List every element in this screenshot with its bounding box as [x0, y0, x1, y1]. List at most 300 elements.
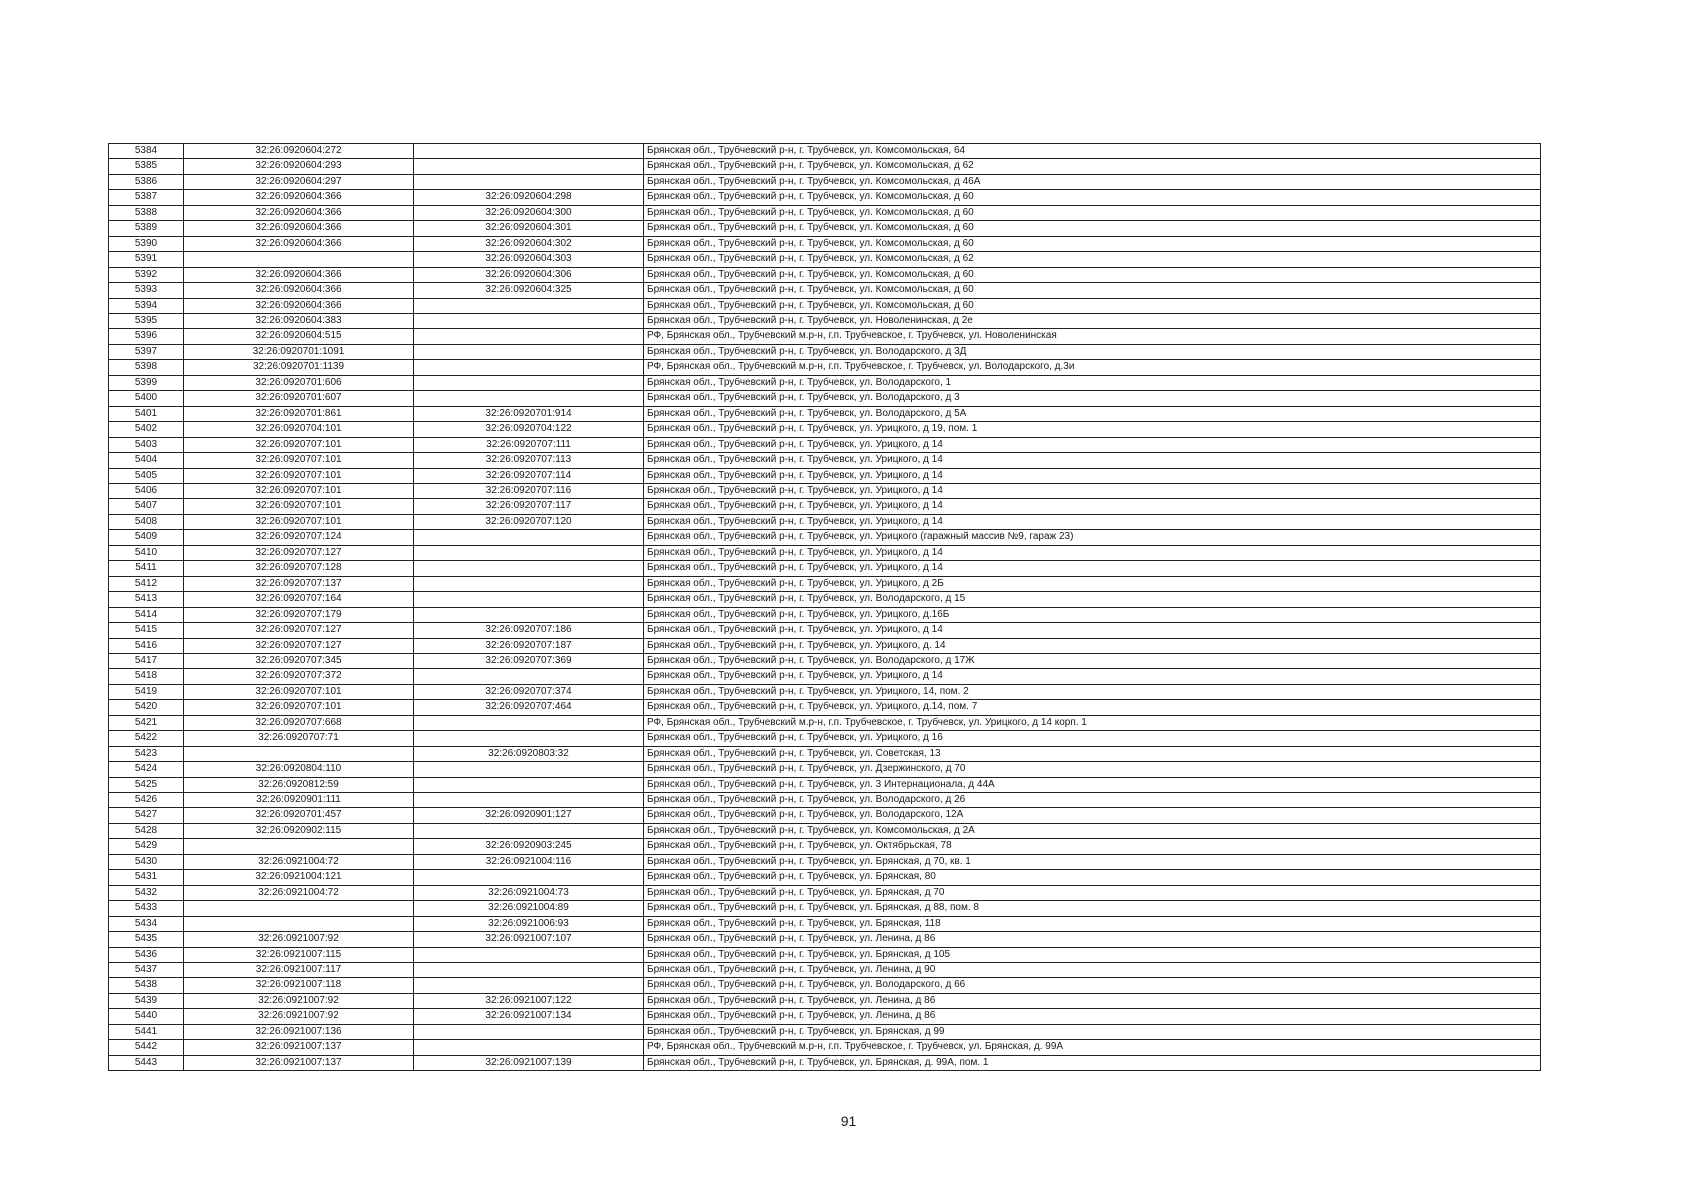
- related-cadastral-number-cell: [414, 947, 644, 962]
- table-row: [109, 839, 1541, 854]
- page-number: 91: [840, 1113, 857, 1129]
- cadastral-number-cell: 32:26:0920604:293: [184, 159, 414, 174]
- address-cell: Брянская обл., Трубчевский р-н, г. Трубчевск, ул. Урицкого, д 16: [644, 731, 1541, 746]
- table-row: [109, 777, 1541, 792]
- row-number-cell: 5401: [109, 406, 184, 421]
- address-cell: РФ, Брянская обл., Трубчевский м.р-н, г.п. Трубчевское, г. Трубчевск, ул. Новоленинская: [644, 329, 1541, 344]
- related-cadastral-number-cell: [414, 669, 644, 684]
- address-cell: Брянская обл., Трубчевский р-н, г. Трубчевск, ул. Володарского, 12А: [644, 808, 1541, 823]
- cadastral-number-cell: 32:26:0920707:668: [184, 715, 414, 730]
- address-cell: РФ, Брянская обл., Трубчевский м.р-н, г.п. Трубчевское, г. Трубчевск, ул. Володарского, д.3и: [644, 360, 1541, 375]
- address-cell: Брянская обл., Трубчевский р-н, г. Трубчевск, ул. Комсомольская, д 62: [644, 252, 1541, 267]
- address-cell: Брянская обл., Трубчевский р-н, г. Трубчевск, ул. Комсомольская, д 60: [644, 267, 1541, 282]
- address-cell: Брянская обл., Трубчевский р-н, г. Трубчевск, ул. Урицкого, д 14: [644, 514, 1541, 529]
- row-number-cell: 5435: [109, 932, 184, 947]
- table-row: [109, 267, 1541, 282]
- cadastral-number-cell: 32:26:0920604:272: [184, 144, 414, 159]
- table-row: [109, 932, 1541, 947]
- related-cadastral-number-cell: 32:26:0920707:117: [414, 499, 644, 514]
- cadastral-number-cell: 32:26:0921007:137: [184, 1040, 414, 1055]
- address-cell: Брянская обл., Трубчевский р-н, г. Трубчевск, ул. Брянская, д 70: [644, 885, 1541, 900]
- row-number-cell: 5397: [109, 344, 184, 359]
- related-cadastral-number-cell: [414, 391, 644, 406]
- address-cell: Брянская обл., Трубчевский р-н, г. Трубчевск, ул. Володарского, д 66: [644, 978, 1541, 993]
- table-row: [109, 437, 1541, 452]
- cadastral-number-cell: 32:26:0921007:92: [184, 993, 414, 1008]
- address-cell: Брянская обл., Трубчевский р-н, г. Трубчевск, ул. Володарского, д 5А: [644, 406, 1541, 421]
- related-cadastral-number-cell: 32:26:0920604:306: [414, 267, 644, 282]
- cadastral-number-cell: 32:26:0921007:137: [184, 1055, 414, 1070]
- table-row: [109, 885, 1541, 900]
- cadastral-number-cell: 32:26:0920812:59: [184, 777, 414, 792]
- table-row: [109, 653, 1541, 668]
- related-cadastral-number-cell: [414, 159, 644, 174]
- table-row: [109, 978, 1541, 993]
- cadastral-number-cell: 32:26:0921004:121: [184, 870, 414, 885]
- cadastral-number-cell: 32:26:0920604:366: [184, 190, 414, 205]
- table-row: [109, 993, 1541, 1008]
- address-cell: Брянская обл., Трубчевский р-н, г. Трубчевск, ул. Комсомольская, д 60: [644, 298, 1541, 313]
- row-number-cell: 5442: [109, 1040, 184, 1055]
- cadastral-number-cell: 32:26:0921004:72: [184, 854, 414, 869]
- address-cell: Брянская обл., Трубчевский р-н, г. Трубчевск, ул. Урицкого (гаражный массив №9, гараж 23): [644, 530, 1541, 545]
- related-cadastral-number-cell: 32:26:0920707:374: [414, 684, 644, 699]
- cadastral-number-cell: 32:26:0920707:101: [184, 437, 414, 452]
- row-number-cell: 5429: [109, 839, 184, 854]
- table-row: [109, 715, 1541, 730]
- row-number-cell: 5387: [109, 190, 184, 205]
- related-cadastral-number-cell: 32:26:0920707:113: [414, 453, 644, 468]
- cadastral-number-cell: 32:26:0921007:92: [184, 1009, 414, 1024]
- cadastral-number-cell: 32:26:0920707:128: [184, 561, 414, 576]
- cadastral-number-cell: 32:26:0920704:101: [184, 422, 414, 437]
- table-row: [109, 700, 1541, 715]
- related-cadastral-number-cell: 32:26:0921006:93: [414, 916, 644, 931]
- related-cadastral-number-cell: 32:26:0920604:301: [414, 221, 644, 236]
- address-cell: Брянская обл., Трубчевский р-н, г. Трубчевск, ул. Урицкого, д 14: [644, 453, 1541, 468]
- related-cadastral-number-cell: [414, 762, 644, 777]
- table-row: [109, 638, 1541, 653]
- related-cadastral-number-cell: 32:26:0921004:89: [414, 901, 644, 916]
- address-cell: Брянская обл., Трубчевский р-н, г. Трубчевск, ул. Советская, 13: [644, 746, 1541, 761]
- cadastral-number-cell: 32:26:0920707:101: [184, 453, 414, 468]
- table-row: [109, 422, 1541, 437]
- related-cadastral-number-cell: [414, 360, 644, 375]
- address-cell: Брянская обл., Трубчевский р-н, г. Трубчевск, ул. Урицкого, д 19, пом. 1: [644, 422, 1541, 437]
- related-cadastral-number-cell: 32:26:0920707:116: [414, 483, 644, 498]
- related-cadastral-number-cell: 32:26:0921004:73: [414, 885, 644, 900]
- table-row: [109, 746, 1541, 761]
- cadastral-number-cell: 32:26:0920707:127: [184, 545, 414, 560]
- row-number-cell: 5411: [109, 561, 184, 576]
- related-cadastral-number-cell: [414, 823, 644, 838]
- related-cadastral-number-cell: 32:26:0920604:298: [414, 190, 644, 205]
- related-cadastral-number-cell: 32:26:0920704:122: [414, 422, 644, 437]
- related-cadastral-number-cell: 32:26:0921007:139: [414, 1055, 644, 1070]
- row-number-cell: 5437: [109, 963, 184, 978]
- cadastral-number-cell: 32:26:0920707:345: [184, 653, 414, 668]
- table-row: [109, 669, 1541, 684]
- table-row: [109, 762, 1541, 777]
- cadastral-number-cell: 32:26:0920701:457: [184, 808, 414, 823]
- address-cell: Брянская обл., Трубчевский р-н, г. Трубчевск, ул. Урицкого, д 14: [644, 623, 1541, 638]
- address-cell: Брянская обл., Трубчевский р-н, г. Трубчевск, ул. Урицкого, д 14: [644, 483, 1541, 498]
- address-cell: Брянская обл., Трубчевский р-н, г. Трубчевск, ул. Володарского, д 3: [644, 391, 1541, 406]
- registry-table: [108, 143, 1541, 1071]
- row-number-cell: 5402: [109, 422, 184, 437]
- related-cadastral-number-cell: 32:26:0921007:134: [414, 1009, 644, 1024]
- row-number-cell: 5408: [109, 514, 184, 529]
- cadastral-number-cell: 32:26:0920902:115: [184, 823, 414, 838]
- related-cadastral-number-cell: [414, 870, 644, 885]
- related-cadastral-number-cell: [414, 375, 644, 390]
- table-row: [109, 870, 1541, 885]
- address-cell: Брянская обл., Трубчевский р-н, г. Трубчевск, ул. Володарского, д 3Д: [644, 344, 1541, 359]
- related-cadastral-number-cell: [414, 344, 644, 359]
- related-cadastral-number-cell: [414, 576, 644, 591]
- registry-table-body: [109, 144, 1541, 1071]
- address-cell: Брянская обл., Трубчевский р-н, г. Трубчевск, ул. Комсомольская, д 60: [644, 236, 1541, 251]
- cadastral-number-cell: 32:26:0920804:110: [184, 762, 414, 777]
- related-cadastral-number-cell: [414, 777, 644, 792]
- table-row: [109, 313, 1541, 328]
- row-number-cell: 5403: [109, 437, 184, 452]
- row-number-cell: 5434: [109, 916, 184, 931]
- row-number-cell: 5433: [109, 901, 184, 916]
- address-cell: Брянская обл., Трубчевский р-н, г. Трубчевск, ул. Брянская, 80: [644, 870, 1541, 885]
- related-cadastral-number-cell: [414, 174, 644, 189]
- cadastral-number-cell: 32:26:0920707:101: [184, 514, 414, 529]
- table-row: [109, 808, 1541, 823]
- row-number-cell: 5421: [109, 715, 184, 730]
- related-cadastral-number-cell: [414, 978, 644, 993]
- related-cadastral-number-cell: [414, 561, 644, 576]
- related-cadastral-number-cell: [414, 298, 644, 313]
- table-row: [109, 375, 1541, 390]
- address-cell: Брянская обл., Трубчевский р-н, г. Трубчевск, ул. Урицкого, д 14: [644, 437, 1541, 452]
- address-cell: Брянская обл., Трубчевский р-н, г. Трубчевск, ул. Брянская, д 99: [644, 1024, 1541, 1039]
- address-cell: Брянская обл., Трубчевский р-н, г. Трубчевск, ул. Брянская, д. 99А, пом. 1: [644, 1055, 1541, 1070]
- row-number-cell: 5409: [109, 530, 184, 545]
- cadastral-number-cell: 32:26:0920604:515: [184, 329, 414, 344]
- cadastral-number-cell: 32:26:0920701:1091: [184, 344, 414, 359]
- address-cell: Брянская обл., Трубчевский р-н, г. Трубчевск, ул. Урицкого, 14, пом. 2: [644, 684, 1541, 699]
- cadastral-number-cell: 32:26:0920701:607: [184, 391, 414, 406]
- cadastral-number-cell: 32:26:0920707:101: [184, 468, 414, 483]
- cadastral-number-cell: 32:26:0920707:164: [184, 592, 414, 607]
- row-number-cell: 5406: [109, 483, 184, 498]
- address-cell: Брянская обл., Трубчевский р-н, г. Трубчевск, ул. Ленина, д 90: [644, 963, 1541, 978]
- cadastral-number-cell: 32:26:0920604:366: [184, 221, 414, 236]
- address-cell: Брянская обл., Трубчевский р-н, г. Трубчевск, ул. Ленина, д 86: [644, 993, 1541, 1008]
- address-cell: Брянская обл., Трубчевский р-н, г. Трубчевск, ул. Ленина, д 86: [644, 1009, 1541, 1024]
- table-row: [109, 221, 1541, 236]
- related-cadastral-number-cell: 32:26:0921007:107: [414, 932, 644, 947]
- cadastral-number-cell: 32:26:0920707:101: [184, 483, 414, 498]
- cadastral-number-cell: [184, 901, 414, 916]
- related-cadastral-number-cell: 32:26:0920707:186: [414, 623, 644, 638]
- address-cell: Брянская обл., Трубчевский р-н, г. Трубчевск, ул. Брянская, д 105: [644, 947, 1541, 962]
- row-number-cell: 5427: [109, 808, 184, 823]
- table-row: [109, 499, 1541, 514]
- address-cell: Брянская обл., Трубчевский р-н, г. Трубчевск, ул. Урицкого, д 14: [644, 468, 1541, 483]
- table-row: [109, 530, 1541, 545]
- address-cell: Брянская обл., Трубчевский р-н, г. Трубчевск, ул. Комсомольская, д 60: [644, 190, 1541, 205]
- table-row: [109, 901, 1541, 916]
- address-cell: Брянская обл., Трубчевский р-н, г. Трубчевск, ул. Урицкого, д 14: [644, 561, 1541, 576]
- related-cadastral-number-cell: 32:26:0920707:464: [414, 700, 644, 715]
- cadastral-number-cell: 32:26:0920901:111: [184, 793, 414, 808]
- related-cadastral-number-cell: [414, 1040, 644, 1055]
- row-number-cell: 5419: [109, 684, 184, 699]
- cadastral-number-cell: 32:26:0920604:366: [184, 298, 414, 313]
- address-cell: Брянская обл., Трубчевский р-н, г. Трубчевск, ул. Комсомольская, д 60: [644, 221, 1541, 236]
- cadastral-number-cell: 32:26:0920604:366: [184, 205, 414, 220]
- table-row: [109, 391, 1541, 406]
- table-row: [109, 607, 1541, 622]
- row-number-cell: 5405: [109, 468, 184, 483]
- cadastral-number-cell: 32:26:0920707:137: [184, 576, 414, 591]
- related-cadastral-number-cell: 32:26:0921004:116: [414, 854, 644, 869]
- address-cell: Брянская обл., Трубчевский р-н, г. Трубчевск, ул. Брянская, 118: [644, 916, 1541, 931]
- row-number-cell: 5414: [109, 607, 184, 622]
- table-row: [109, 1009, 1541, 1024]
- table-row: [109, 190, 1541, 205]
- address-cell: Брянская обл., Трубчевский р-н, г. Трубчевск, ул. Брянская, д 70, кв. 1: [644, 854, 1541, 869]
- address-cell: Брянская обл., Трубчевский р-н, г. Трубчевск, ул. Урицкого, д 14: [644, 545, 1541, 560]
- row-number-cell: 5396: [109, 329, 184, 344]
- address-cell: Брянская обл., Трубчевский р-н, г. Трубчевск, ул. Володарского, 1: [644, 375, 1541, 390]
- registry-sheet: [108, 143, 1541, 1071]
- row-number-cell: 5430: [109, 854, 184, 869]
- cadastral-number-cell: 32:26:0920604:297: [184, 174, 414, 189]
- cadastral-number-cell: 32:26:0920707:372: [184, 669, 414, 684]
- related-cadastral-number-cell: [414, 1024, 644, 1039]
- row-number-cell: 5416: [109, 638, 184, 653]
- cadastral-number-cell: [184, 746, 414, 761]
- address-cell: Брянская обл., Трубчевский р-н, г. Трубчевск, ул. Комсомольская, д 2А: [644, 823, 1541, 838]
- address-cell: Брянская обл., Трубчевский р-н, г. Трубчевск, ул. Урицкого, д 14: [644, 669, 1541, 684]
- table-row: [109, 468, 1541, 483]
- row-number-cell: 5440: [109, 1009, 184, 1024]
- row-number-cell: 5385: [109, 159, 184, 174]
- table-row: [109, 916, 1541, 931]
- row-number-cell: 5391: [109, 252, 184, 267]
- address-cell: Брянская обл., Трубчевский р-н, г. Трубчевск, ул. Урицкого, д.16Б: [644, 607, 1541, 622]
- related-cadastral-number-cell: [414, 329, 644, 344]
- related-cadastral-number-cell: 32:26:0920901:127: [414, 808, 644, 823]
- related-cadastral-number-cell: [414, 144, 644, 159]
- table-row: [109, 483, 1541, 498]
- cadastral-number-cell: 32:26:0920707:124: [184, 530, 414, 545]
- table-row: [109, 329, 1541, 344]
- related-cadastral-number-cell: 32:26:0920707:114: [414, 468, 644, 483]
- related-cadastral-number-cell: 32:26:0920707:187: [414, 638, 644, 653]
- table-row: [109, 252, 1541, 267]
- table-row: [109, 159, 1541, 174]
- row-number-cell: 5412: [109, 576, 184, 591]
- address-cell: Брянская обл., Трубчевский р-н, г. Трубчевск, ул. Комсомольская, д 60: [644, 205, 1541, 220]
- address-cell: Брянская обл., Трубчевский р-н, г. Трубчевск, ул. Октябрьская, 78: [644, 839, 1541, 854]
- row-number-cell: 5422: [109, 731, 184, 746]
- address-cell: Брянская обл., Трубчевский р-н, г. Трубчевск, ул. Ленина, д 86: [644, 932, 1541, 947]
- row-number-cell: 5404: [109, 453, 184, 468]
- table-row: [109, 823, 1541, 838]
- row-number-cell: 5441: [109, 1024, 184, 1039]
- address-cell: Брянская обл., Трубчевский р-н, г. Трубчевск, ул. Володарского, д 26: [644, 793, 1541, 808]
- related-cadastral-number-cell: 32:26:0920604:325: [414, 283, 644, 298]
- related-cadastral-number-cell: 32:26:0920707:111: [414, 437, 644, 452]
- row-number-cell: 5400: [109, 391, 184, 406]
- cadastral-number-cell: 32:26:0920707:101: [184, 499, 414, 514]
- related-cadastral-number-cell: [414, 731, 644, 746]
- table-row: [109, 793, 1541, 808]
- address-cell: Брянская обл., Трубчевский р-н, г. Трубчевск, ул. Володарского, д 17Ж: [644, 653, 1541, 668]
- cadastral-number-cell: [184, 916, 414, 931]
- row-number-cell: 5384: [109, 144, 184, 159]
- table-row: [109, 1024, 1541, 1039]
- table-row: [109, 684, 1541, 699]
- row-number-cell: 5388: [109, 205, 184, 220]
- cadastral-number-cell: 32:26:0920604:383: [184, 313, 414, 328]
- table-row: [109, 360, 1541, 375]
- cadastral-number-cell: 32:26:0920707:127: [184, 638, 414, 653]
- cadastral-number-cell: 32:26:0921007:118: [184, 978, 414, 993]
- row-number-cell: 5443: [109, 1055, 184, 1070]
- cadastral-number-cell: 32:26:0920707:101: [184, 700, 414, 715]
- row-number-cell: 5431: [109, 870, 184, 885]
- row-number-cell: 5425: [109, 777, 184, 792]
- related-cadastral-number-cell: 32:26:0920707:369: [414, 653, 644, 668]
- row-number-cell: 5407: [109, 499, 184, 514]
- row-number-cell: 5439: [109, 993, 184, 1008]
- row-number-cell: 5432: [109, 885, 184, 900]
- address-cell: Брянская обл., Трубчевский р-н, г. Трубчевск, ул. Комсомольская, д 60: [644, 283, 1541, 298]
- related-cadastral-number-cell: 32:26:0920604:302: [414, 236, 644, 251]
- related-cadastral-number-cell: 32:26:0920604:303: [414, 252, 644, 267]
- cadastral-number-cell: [184, 839, 414, 854]
- row-number-cell: 5413: [109, 592, 184, 607]
- row-number-cell: 5390: [109, 236, 184, 251]
- table-row: [109, 731, 1541, 746]
- address-cell: Брянская обл., Трубчевский р-н, г. Трубчевск, ул. Новоленинская, д 2е: [644, 313, 1541, 328]
- table-row: [109, 236, 1541, 251]
- table-row: [109, 561, 1541, 576]
- related-cadastral-number-cell: 32:26:0920803:32: [414, 746, 644, 761]
- address-cell: Брянская обл., Трубчевский р-н, г. Трубчевск, ул. Комсомольская, д 46А: [644, 174, 1541, 189]
- cadastral-number-cell: 32:26:0920707:101: [184, 684, 414, 699]
- cadastral-number-cell: 32:26:0920707:127: [184, 623, 414, 638]
- row-number-cell: 5394: [109, 298, 184, 313]
- address-cell: РФ, Брянская обл., Трубчевский м.р-н, г.п. Трубчевское, г. Трубчевск, ул. Урицкого, д 14 корп. 1: [644, 715, 1541, 730]
- table-row: [109, 592, 1541, 607]
- cadastral-number-cell: 32:26:0920707:71: [184, 731, 414, 746]
- table-row: [109, 576, 1541, 591]
- table-row: [109, 947, 1541, 962]
- related-cadastral-number-cell: 32:26:0920604:300: [414, 205, 644, 220]
- table-row: [109, 1055, 1541, 1070]
- cadastral-number-cell: 32:26:0921007:92: [184, 932, 414, 947]
- address-cell: Брянская обл., Трубчевский р-н, г. Трубчевск, ул. 3 Интернационала, д 44А: [644, 777, 1541, 792]
- table-row: [109, 545, 1541, 560]
- related-cadastral-number-cell: 32:26:0920701:914: [414, 406, 644, 421]
- related-cadastral-number-cell: [414, 607, 644, 622]
- row-number-cell: 5428: [109, 823, 184, 838]
- row-number-cell: 5426: [109, 793, 184, 808]
- cadastral-number-cell: 32:26:0920701:1139: [184, 360, 414, 375]
- table-row: [109, 1040, 1541, 1055]
- related-cadastral-number-cell: 32:26:0921007:122: [414, 993, 644, 1008]
- row-number-cell: 5420: [109, 700, 184, 715]
- related-cadastral-number-cell: [414, 530, 644, 545]
- related-cadastral-number-cell: [414, 545, 644, 560]
- related-cadastral-number-cell: [414, 963, 644, 978]
- table-row: [109, 298, 1541, 313]
- row-number-cell: 5392: [109, 267, 184, 282]
- table-row: [109, 453, 1541, 468]
- cadastral-number-cell: 32:26:0920701:861: [184, 406, 414, 421]
- address-cell: Брянская обл., Трубчевский р-н, г. Трубчевск, ул. Дзержинского, д 70: [644, 762, 1541, 777]
- row-number-cell: 5395: [109, 313, 184, 328]
- cadastral-number-cell: 32:26:0921007:115: [184, 947, 414, 962]
- address-cell: Брянская обл., Трубчевский р-н, г. Трубчевск, ул. Урицкого, д 2Б: [644, 576, 1541, 591]
- table-row: [109, 205, 1541, 220]
- cadastral-number-cell: 32:26:0921007:136: [184, 1024, 414, 1039]
- cadastral-number-cell: 32:26:0921007:117: [184, 963, 414, 978]
- related-cadastral-number-cell: [414, 793, 644, 808]
- address-cell: Брянская обл., Трубчевский р-н, г. Трубчевск, ул. Урицкого, д.14, пом. 7: [644, 700, 1541, 715]
- table-row: [109, 854, 1541, 869]
- row-number-cell: 5399: [109, 375, 184, 390]
- address-cell: Брянская обл., Трубчевский р-н, г. Трубчевск, ул. Урицкого, д. 14: [644, 638, 1541, 653]
- address-cell: РФ, Брянская обл., Трубчевский м.р-н, г.п. Трубчевское, г. Трубчевск, ул. Брянская, д. 99А: [644, 1040, 1541, 1055]
- row-number-cell: 5398: [109, 360, 184, 375]
- cadastral-number-cell: 32:26:0920707:179: [184, 607, 414, 622]
- address-cell: Брянская обл., Трубчевский р-н, г. Трубчевск, ул. Комсомольская, д 62: [644, 159, 1541, 174]
- table-row: [109, 344, 1541, 359]
- cadastral-number-cell: 32:26:0920604:366: [184, 283, 414, 298]
- row-number-cell: 5410: [109, 545, 184, 560]
- related-cadastral-number-cell: [414, 313, 644, 328]
- table-row: [109, 144, 1541, 159]
- related-cadastral-number-cell: [414, 715, 644, 730]
- table-row: [109, 174, 1541, 189]
- cadastral-number-cell: 32:26:0921004:72: [184, 885, 414, 900]
- table-row: [109, 514, 1541, 529]
- cadastral-number-cell: [184, 252, 414, 267]
- address-cell: Брянская обл., Трубчевский р-н, г. Трубчевск, ул. Брянская, д 88, пом. 8: [644, 901, 1541, 916]
- related-cadastral-number-cell: [414, 592, 644, 607]
- row-number-cell: 5424: [109, 762, 184, 777]
- row-number-cell: 5386: [109, 174, 184, 189]
- cadastral-number-cell: 32:26:0920701:606: [184, 375, 414, 390]
- row-number-cell: 5423: [109, 746, 184, 761]
- related-cadastral-number-cell: 32:26:0920707:120: [414, 514, 644, 529]
- address-cell: Брянская обл., Трубчевский р-н, г. Трубчевск, ул. Володарского, д 15: [644, 592, 1541, 607]
- address-cell: Брянская обл., Трубчевский р-н, г. Трубчевск, ул. Урицкого, д 14: [644, 499, 1541, 514]
- row-number-cell: 5438: [109, 978, 184, 993]
- table-row: [109, 406, 1541, 421]
- row-number-cell: 5418: [109, 669, 184, 684]
- row-number-cell: 5417: [109, 653, 184, 668]
- address-cell: Брянская обл., Трубчевский р-н, г. Трубчевск, ул. Комсомольская, 64: [644, 144, 1541, 159]
- table-row: [109, 623, 1541, 638]
- table-row: [109, 963, 1541, 978]
- related-cadastral-number-cell: 32:26:0920903:245: [414, 839, 644, 854]
- table-row: [109, 283, 1541, 298]
- cadastral-number-cell: 32:26:0920604:366: [184, 236, 414, 251]
- cadastral-number-cell: 32:26:0920604:366: [184, 267, 414, 282]
